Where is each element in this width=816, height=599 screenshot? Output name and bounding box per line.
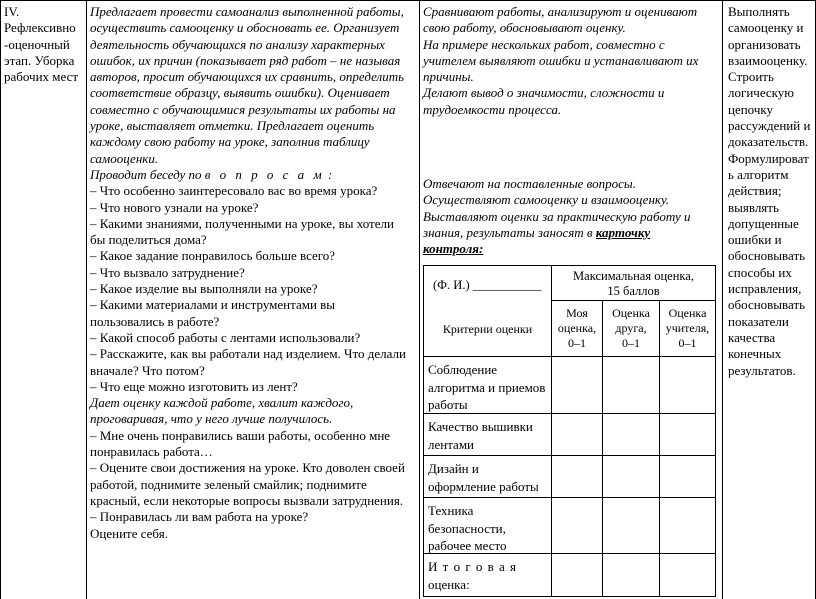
inner-table-border [423, 265, 716, 266]
outcome-line: показатели [728, 313, 789, 329]
student-text-line: причины. [423, 69, 474, 85]
question-line: пользовались в работе? [90, 313, 220, 329]
inner-table-border [423, 596, 716, 597]
teacher-text-line: уроке, выставляет отметки. Предлагает оценить [90, 118, 375, 134]
stage-line: IV. [4, 4, 20, 19]
inner-table-border [423, 356, 716, 357]
question-line: – Что еще можно изготовить из лент? [90, 378, 298, 394]
student-text-line: Отвечают на поставленные вопросы. [423, 176, 636, 191]
outcome-line: конечных [728, 346, 782, 362]
peer-score-header: Оценка друга, 0–1 [612, 306, 650, 350]
outcome-line: ь алгоритм [728, 166, 789, 182]
outcome-line: выявлять [728, 199, 779, 215]
teacher-text-line: совместно с обучающимися результаты их работы на [90, 101, 396, 117]
question-line: вначале? Что потом? [90, 362, 205, 378]
inner-table-border [423, 265, 424, 597]
stage-line: Рефлексивно [4, 20, 76, 36]
student-text-line: На примере нескольких работ, совместно с [423, 36, 665, 52]
student-text-line: свою работу, обосновывают оценку. [423, 20, 626, 36]
outcome-line: рассуждений и [728, 118, 811, 134]
outer-left-border [0, 0, 1, 599]
criteria-row-design: Дизайн и оформление работы [428, 461, 539, 494]
outcomes-cell [728, 4, 814, 379]
outcome-line: результатов. [728, 362, 796, 378]
control-card-word-2: контроля: [423, 241, 484, 257]
question-line: – Что нового узнали на уроке? [90, 199, 259, 215]
question-line: – Какими материалами и инструментами вы [90, 297, 336, 313]
teacher-text-line: осуществить самооценку и обосновать ее. Организует [90, 20, 400, 36]
question-line: – Какими знаниями, полученными на уроке, вы хотели [90, 215, 394, 231]
stage-line: рабочих мест [4, 69, 79, 85]
teacher-text-line: авторов, просит обучающихся их сравнить, определить [90, 69, 405, 85]
question-line: – Что особенно заинтересовало вас во время урока? [90, 183, 378, 199]
inner-table-border [423, 455, 716, 456]
outer-top-border [0, 0, 816, 1]
outcome-line: действия; [728, 183, 782, 199]
conversation-heading: Проводит беседу по в о п р о с а м : [90, 166, 333, 182]
teacher-score-header: Оценка учителя, 0–1 [665, 306, 710, 350]
stage-name-cell [4, 4, 84, 85]
outcome-line: обосновывать [728, 248, 806, 264]
question-line: – Расскажите, как вы работали над изделием. Что делали [90, 346, 406, 362]
student-text-line: Делают вывод о значимости, сложности и [423, 85, 665, 101]
question-line: понравилась работа… [90, 444, 213, 460]
outcome-line: способы их [728, 264, 792, 280]
outcome-line: цепочку [728, 101, 774, 117]
outcome-line: Выполнять [728, 4, 790, 19]
stage-line: этап. Уборка [4, 52, 75, 68]
question-line: – Какое изделие вы выполняли на уроке? [90, 281, 318, 297]
outcome-line: Формулироват [728, 150, 809, 166]
question-line: – Какой способ работы с лентами использовали? [90, 329, 361, 345]
outcome-line: исправления, [728, 281, 802, 297]
control-card-word: карточку [595, 224, 651, 240]
self-score-header: Моя оценка, 0–1 [557, 306, 597, 350]
question-line: – Что вызвало затруднение? [90, 264, 245, 280]
teacher-text-line: соответствие образцу, выявить ошибки). Оценивает [90, 85, 390, 101]
total-score-row: И т о г о в а я оценка: [428, 559, 518, 592]
student-text-line: Сравнивают работы, анализируют и оценивают [423, 4, 698, 19]
outcome-line: допущенные [728, 215, 799, 231]
outcome-line: организовать [728, 36, 801, 52]
teacher-text-line: ошибок, их причин (показывает ряд работ – не называя [90, 52, 401, 68]
max-score-header: Максимальная оценка, 15 баллов [573, 269, 694, 298]
outcome-line: логическую [728, 85, 795, 101]
student-text-line: Осуществляют самооценку и взаимооценку. [423, 192, 670, 208]
outcome-line: самооценку и [728, 20, 804, 36]
student-text-line: трудоемкости процесса. [423, 101, 562, 117]
col-divider-2 [419, 0, 420, 599]
criteria-row-safety: Техника безопасности, рабочее место [428, 503, 507, 553]
question-line: бы поделиться дома? [90, 232, 207, 248]
teacher-text-line: каждому свою работу на уроке, заполнив таблицу [90, 134, 370, 150]
outcome-line: ошибки и [728, 232, 782, 248]
criteria-row-algorithm: Соблюдение алгоритма и приемов работы [428, 362, 546, 412]
col-divider-3 [722, 0, 723, 599]
student-name-cell: (Ф. И.) ___________ [433, 278, 542, 292]
criteria-header: Критерии оценки [442, 322, 533, 336]
teacher-text-line: деятельность обучающихся по анализу характерных [90, 36, 385, 52]
teacher-text-line: Дает оценку каждой работе, хвалит каждого, [90, 395, 354, 411]
teacher-activity-cell [90, 4, 418, 542]
question-line: Оцените себя. [90, 525, 168, 541]
question-line: – Какое задание понравилось больше всего? [90, 248, 336, 264]
question-line: красный, если некоторые вопросы вызвали затруднения. [90, 492, 404, 508]
criteria-row-quality: Качество вышивки лентами [428, 419, 533, 452]
question-line: работой, поднимите зеленый смайлик; поднимите [90, 476, 367, 492]
teacher-text-line: проговаривая, что у него лучше получилось. [90, 411, 333, 427]
outcome-line: взаимооценку. [728, 52, 808, 68]
stage-line: -оценочный [4, 36, 70, 52]
student-activity-cell [423, 4, 719, 118]
outcome-line: Строить [728, 69, 774, 85]
outcome-line: обосновывать [728, 297, 806, 313]
col-divider-1 [86, 0, 87, 599]
outcome-line: качества [728, 329, 776, 345]
student-text-line: учителем выявляют ошибки и устанавливают их [423, 52, 699, 68]
inner-table-border [423, 497, 716, 498]
question-line: – Мне очень понравились ваши работы, особенно мне [90, 427, 391, 443]
outcome-line: доказательств. [728, 134, 809, 150]
question-line: – Оцените свои достижения на уроке. Кто доволен своей [90, 460, 405, 476]
student-activity-cell-2 [423, 176, 719, 257]
teacher-text-line: Предлагает провести самоанализ выполненной работы, [90, 4, 404, 19]
question-line: – Понравилась ли вам работа на уроке? [90, 509, 309, 525]
student-text-line: Выставляют оценки за практическую работу и [423, 208, 691, 224]
inner-table-border [715, 265, 716, 597]
teacher-text-line: самооценки. [90, 150, 159, 166]
inner-table-border [551, 300, 716, 301]
student-text-line: знания, результаты заносят в карточку [423, 224, 651, 240]
